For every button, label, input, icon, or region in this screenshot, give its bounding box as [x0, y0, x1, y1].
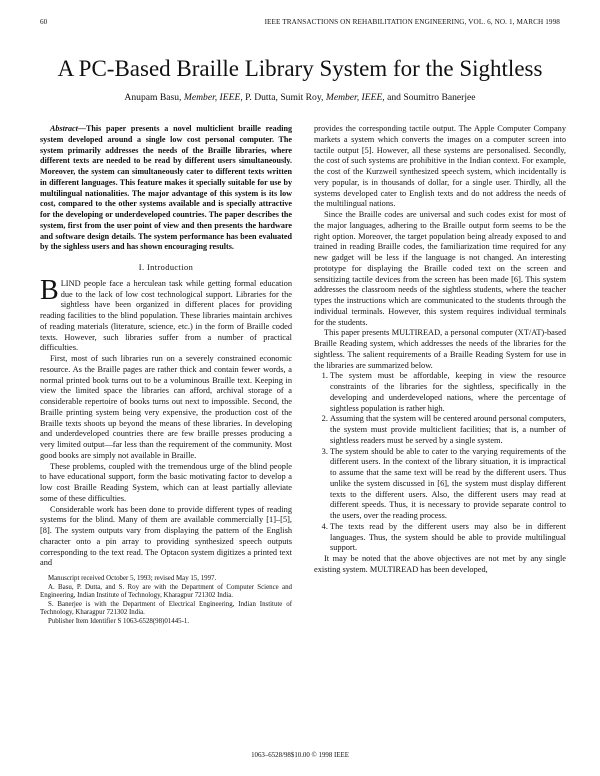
abstract: [40, 124, 292, 253]
abstract-label: Abstract—: [50, 124, 86, 133]
paper-title: A PC-Based Braille Library System for the Sightless: [57, 56, 543, 81]
footnote-publisher-id: Publisher Item Identifier S 1063-6528(98)01445-1.: [48, 617, 190, 625]
author-line: [0, 92, 600, 103]
intro-paragraph-5: provides the corresponding tactile output. The Apple Computer Company markets a system which converts the images on a computer screen into tactile output [5]. However, all these systems are personalised. Secondly, the cost of such systems are prohibitive in the Indian context. For example, the cost of the Kurzweil synthesized speech system, which incidentally is very popular, is in thousands of dollar, for a single user. Thirdly, all the systems developed cater to English texts and do not address the needs of the multilingual nations.: [314, 124, 566, 209]
page-number: 60: [40, 18, 48, 26]
intro-paragraph-1: [40, 274, 292, 354]
author-dutta-roy: P. Dutta, Sumit Roy,: [245, 92, 324, 103]
author-roy-role: Member, IEEE,: [325, 92, 385, 103]
intro-paragraph-4: Considerable work has been done to provide different types of reading systems for the blind. Many of them are available commercially [1]–[5], [8]. The system outputs vary from displaying the pattern of the English character onto a pin array to providing synthesized speech outputs corresponding to the text read. The Optacon system digitizes a printed text and: [40, 504, 292, 568]
requirements-list: [314, 371, 566, 554]
drop-cap: B: [40, 274, 59, 306]
requirement-item: 4. The texts read by the different users may also be in different languages. Thus, the system should be able to provide multilingual support.: [330, 522, 566, 554]
section-heading-introduction: I. Introduction: [138, 263, 194, 272]
requirement-item: 3. The system should be able to cater to the varying requirements of the different users. In the context of the library situation, it is impractical to assume that the same text will be read by the different users. Thus unlike the system discussed in [6], the system must display different texts to the different users. Also, the different users may read at different speeds. Thus, it is necessary to provide separate control to the users, over the reading process.: [330, 447, 566, 522]
left-column: [40, 124, 292, 627]
right-column: [314, 124, 566, 576]
footnote-received: Manuscript received October 5, 1993; revised May 15, 1997.: [48, 575, 217, 582]
abstract-text: This paper presents a novel multiclient braille reading system developed around a single low cost personal computer. The system primarily addresses the needs of the Braille libraries, where different texts are needed to be read by different users simultaneously. Moreover, the system can simultaneously cater to different texts written in different languages. This feature makes it specially suitable for use by multilingual nationalities. The major advantage of this system is its low cost, compared to the other systems available and is specially attractive for the developing or underdeveloped countries. The paper describes the system, first from the user point of view and then presents the hardware and software design details. The system performance has been evaluated by the sighless users and has shown encouraging results.: [40, 124, 292, 252]
author-basu-role: Member, IEEE,: [183, 92, 243, 103]
intro-paragraph-3: These problems, coupled with the tremendous urge of the blind people to have educational support, form the basic motivating factor to develop a low cost Braille Reading System, which can at least partially alleviate some of these difficulties.: [40, 461, 292, 503]
intro-paragraph-6: Since the Braille codes are universal and such codes exist for most of the major languages, adhering to the Braille output form seems to be the right option. Moreover, the target population being already exposed to and trained in reading Braille codes, the familiarization time required for any new gadget will be less if the language is not changed. An interesting prototype for displaying the Braille coded text on the screen and sensitizing tactile devices from the screen has been made [6]. This system addresses the classroom needs of the sightless students, where the teacher types the instructions which are communicated to the students through the individual terminals. However, this system requires individual terminals for the students.: [314, 210, 566, 327]
journal-header: IEEE TRANSACTIONS ON REHABILITATION ENGINEERING, VOL. 6, NO. 1, MARCH 1998: [264, 18, 560, 26]
intro-paragraph-7: This paper presents MULTIREAD, a personal computer (XT/AT)-based Braille Reading system, which addresses the needs of the libraries for the sightless. The salient requirements of a Braille Reading System for use in the libraries are summarized below.: [314, 328, 566, 370]
footnotes: [40, 575, 292, 627]
intro-paragraph-1-text: people face a herculean task while getting formal education due to the lack of low cost technological support. Libraries for the sightless have been organized in different places for providing reading facilities to the blind population. These libraries maintain archives of reading materials (literature, science, etc.) in the form of Braille coded texts. However, such libraries suffer from a number of practical difficulties.: [40, 278, 292, 353]
intro-paragraph-2: First, most of such libraries run on a severely constrained economic resource. As the Braille pages are rather thick and contain fewer words, a normal printed book turns out to be a voluminous Braille text. Keeping in view the limited space the libraries can afford, archival storage of a considerable repertoire of books turns out next to impossible. Second, the Braille printing system being very expensive, the production cost of the Braille texts shoots up beyond the means of these libraries. In developing and underdeveloped countries there are few braille presses producing a very limited output—far less than the requirement of the community. Most good books are simply not available in Braille.: [40, 354, 292, 460]
author-basu: Anupam Basu,: [124, 92, 182, 103]
author-banerjee: and Soumitro Banerjee: [387, 92, 476, 103]
requirement-item: 2. Assuming that the system will be centered around personal computers, the system must provide multiclient facilities; that is, a number of sightless readers must be served by a single system.: [330, 414, 566, 446]
copyright-footer: 1063–6528/98$10.00 © 1998 IEEE: [251, 752, 349, 759]
footnote-affiliation-2: S. Banerjee is with the Department of Electrical Engineering, Indian Institute of Technology, Kharagpur 721302 India.: [40, 600, 292, 617]
requirement-item: 1. The system must be affordable, keeping in view the resource constraints of the libraries for the sightless, specifically in the developing and underdeveloped nations, where the percentage of sightless population is rather high.: [330, 371, 566, 414]
intro-paragraph-8: It may be noted that the above objectives are not met by any single existing system. MULTIREAD has been developed,: [314, 554, 566, 574]
drop-cap-rest: LIND: [60, 278, 81, 288]
footnote-affiliation-1: A. Basu, P. Dutta, and S. Roy are with the Department of Computer Science and Engineering, Indian Institute of Technology, Kharagpur 721302 India.: [40, 583, 292, 600]
